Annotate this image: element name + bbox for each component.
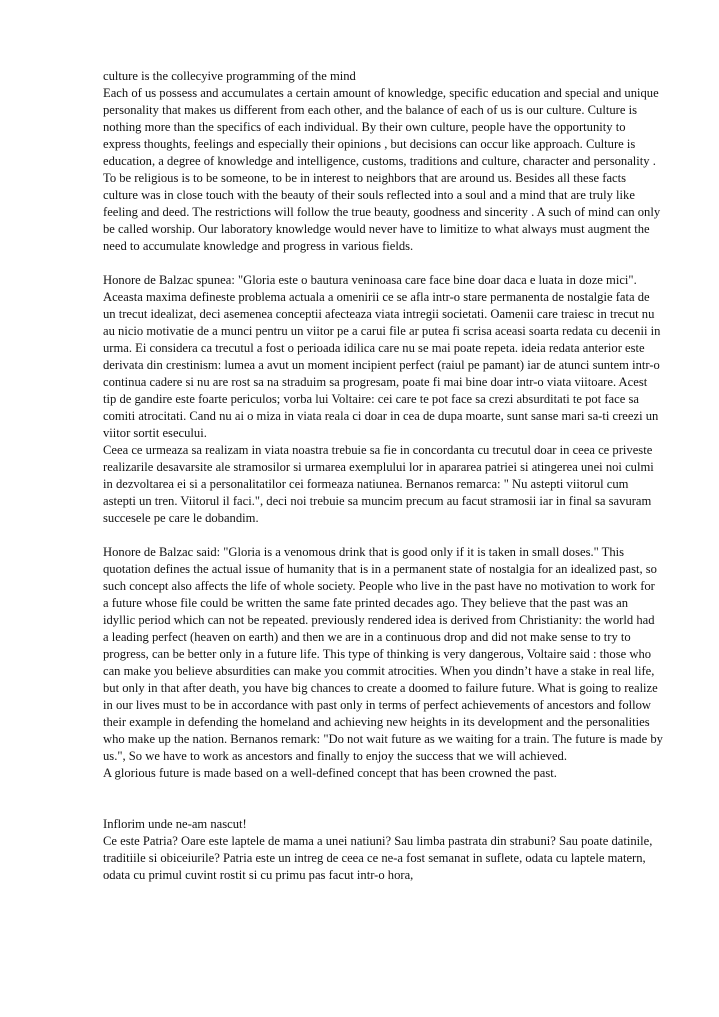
- paragraph-culture: Each of us possess and accumulates a certain amount of knowledge, specific education and special and unique personality that makes us different from each other, and the balance of each of us is our culture. Culture is nothing more than the specifics of each individual. By their own culture, people have the opportunity to express thoughts, feelings and especially their opinions , but decisions can occur like approach. Culture is education, a degree of knowledge and intelligence, customs, traditions and culture, character and personality . To be religious is to be someone, to be in interest to neighbors that are around us. Besides all these facts culture was in close touch with the beauty of their souls reflected into a soul and a mind that are truly like feeling and deed. The restrictions will follow the true beauty, goodness and sincerity . A such of mind can only be called worship. Our laboratory knowledge would never have to limitize to what always must augment the need to accumulate knowledge and progress in various fields.: [103, 86, 661, 253]
- paragraph-balzac-romanian: Honore de Balzac spunea: "Gloria este o bautura veninoasa care face bine doar daca e luata in doze mici". Aceasta maxima defineste problema actuala a omenirii ce se afla intr-o stare permanenta de nostalgie fata de un trecut idealizat, deci asemenea conceptii afecteaza viata intregii societati. Oamenii care traiesc in trecut nu au nicio motivatie de a munci pentru un viitor pe a carui file ar putea fi scrisa aceasi soarta redata cu decenii in urma. Ei considera ca trecutul a fost o perioada idilica care nu se mai poate repeta. ideia redata anterior este derivata din crestinism: lumea a avut un moment incipient perfect (raiul pe pamant) iar de atunci suntem intr-o continua cadere si nu are rost sa na straduim sa progresam, poate fi mai bine doar intr-o viata viitoare. Acest tip de gandire este foarte periculos; vorba lui Voltaire: cei care te pot face sa crezi absurditati te pot face sa comiti atrocitati. Cand nu ai o miza in viata reala ci doar in cea de dupa moarte, sunt sanse mari sa-ti creezi un viitor sortit esecului.: [103, 273, 661, 440]
- section-heading: Inflorim unde ne-am nascut!: [103, 817, 247, 831]
- paragraph-spacer: [103, 527, 663, 544]
- paragraph-glorious-future: A glorious future is made based on a well-defined concept that has been crowned the past.: [103, 766, 557, 780]
- paragraph-spacer: [103, 782, 663, 816]
- document-title-line: culture is the collecyive programming of the mind: [103, 69, 356, 83]
- paragraph-spacer: [103, 255, 663, 272]
- document-page: [103, 68, 663, 884]
- paragraph-balzac-english: Honore de Balzac said: "Gloria is a venomous drink that is good only if it is taken in small doses." This quotation defines the actual issue of humanity that is in a permanent state of nostalgia for an idealized past, so such concept also affects the life of whole society. People who live in the past have no motivation to work for a future whose file could be written the same fate printed decades ago. They believe that the past was an idyllic period which can not be repeated. previously rendered idea is derived from Christianity: the world had a leading perfect (heaven on earth) and then we are in a continuous drop and did not make sense to try to progress, can be better only in a future life. This type of thinking is very dangerous, Voltaire said : those who can make you believe absurdities can make you commit atrocities. When you dindn’t have a stake in real life, but only in that after death, you have big chances to create a doomed to failure future. What is going to realize in our lives must to be in accordance with past only in terms of perfect achievements of ancestors and follow their example in defending the homeland and achieving new heights in its development and the personalities who make up the nation. Bernanos remark: "Do not wait future as we waiting for a train. The future is made by us.", So we have to work as ancestors and finally to enjoy the success that we will achieved.: [103, 545, 663, 763]
- paragraph-patria: Ce este Patria? Oare este laptele de mama a unei natiuni? Sau limba pastrata din strabuni? Sau poate datinile, traditiile si obiceiurile? Patria este un intreg de ceea ce ne-a fost semanat in suflete, odata cu laptele matern, odata cu primul cuvint rostit si cu primu pas facut intr-o hora,: [103, 834, 653, 882]
- paragraph-bernanos-romanian: Ceea ce urmeaza sa realizam in viata noastra trebuie sa fie in concordanta cu trecutul doar in ceea ce priveste realizarile desavarsite ale stramosilor si urmarea exemplului lor in apararea patriei si atingerea unei noi culmi in dezvoltarea ei si a personalitatilor cei formeaza natiunea. Bernanos remarca: " Nu astepti viitorul cum astepti un tren. Viitorul il faci.", deci noi trebuie sa muncim precum au facut stramosii iar in final sa savuram succesele pe care le dobandim.: [103, 443, 654, 525]
